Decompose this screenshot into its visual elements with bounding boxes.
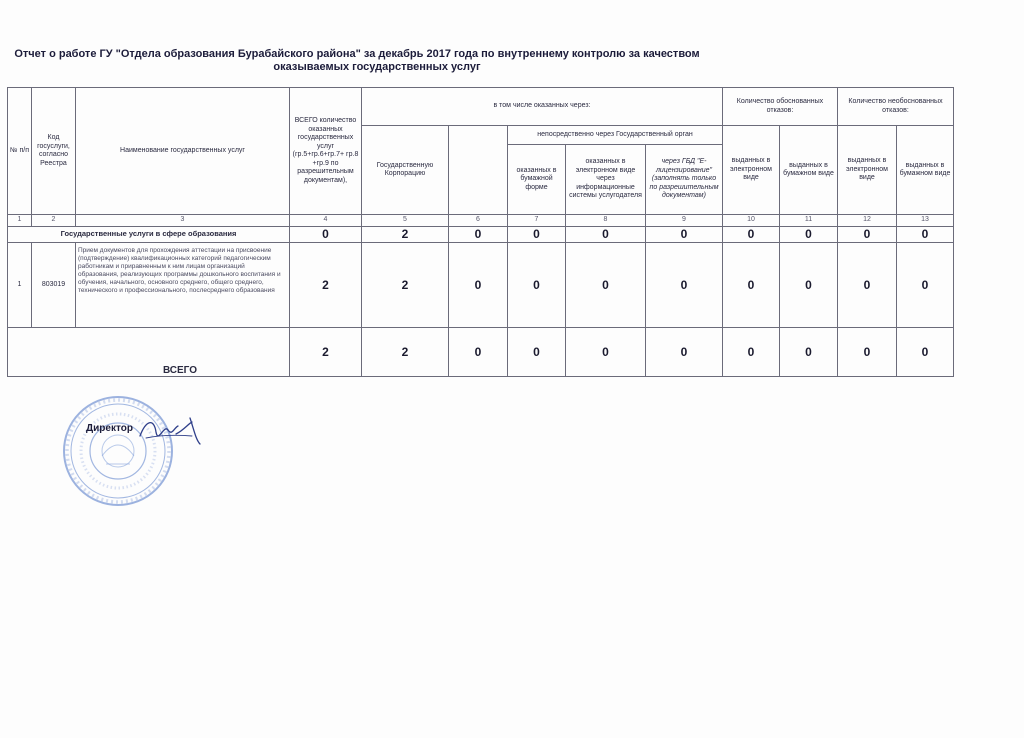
header-justified: Количество обоснованных отказов: (723, 88, 838, 126)
section-value: 0 (897, 227, 954, 243)
header-paper: оказанных в бумажной форме (508, 145, 566, 215)
header-justified-electronic: выданных в электронном виде (723, 126, 780, 215)
header-total: ВСЕГО количество оказанных государственных услуг (гр.5+гр.6+гр.7+ гр.8 +гр.9 по разрешительным документам), (290, 88, 362, 215)
section-value: 0 (838, 227, 897, 243)
total-label: ВСЕГО (8, 328, 290, 377)
total-value: 0 (566, 328, 646, 377)
director-label: Директор (86, 423, 133, 434)
header-corp: Государственную Корпорацию (362, 126, 449, 215)
section-value: 0 (290, 227, 362, 243)
header-code: Код госуслуги, согласно Реестра (32, 88, 76, 215)
section-value: 0 (723, 227, 780, 243)
header-direct: непосредственно через Государственный орган (508, 126, 723, 145)
row-value: 2 (362, 243, 449, 328)
total-value: 2 (362, 328, 449, 377)
column-number: 8 (566, 215, 646, 227)
total-value: 0 (508, 328, 566, 377)
title-line-2: оказываемых государственных услуг (273, 61, 481, 73)
column-number: 10 (723, 215, 780, 227)
row-value: 0 (449, 243, 508, 328)
report-title (0, 48, 1024, 74)
header-name: Наименование государственных услуг (76, 88, 290, 215)
column-number: 11 (780, 215, 838, 227)
column-number: 3 (76, 215, 290, 227)
row-value: 0 (646, 243, 723, 328)
header-unjustified: Количество необоснованных отказов: (838, 88, 954, 126)
column-number: 5 (362, 215, 449, 227)
report-table (7, 87, 954, 377)
column-number: 9 (646, 215, 723, 227)
column-number: 12 (838, 215, 897, 227)
total-value: 0 (646, 328, 723, 377)
row-value: 0 (566, 243, 646, 328)
header-blank (449, 126, 508, 215)
total-value: 0 (723, 328, 780, 377)
column-number: 1 (8, 215, 32, 227)
section-value: 0 (449, 227, 508, 243)
column-number: 7 (508, 215, 566, 227)
row-service-name: Прием документов для прохождения аттестации на присвоение (подтверждение) квалификационных категорий педагогическим работникам и приравненным к ним лицам организаций образования, реализующих программы дошкольного воспитания и обучения, начального, основного среднего, общего среднего, технического и профессионального, послесреднего образования (76, 243, 290, 328)
header-gbd: через ГБД "Е-лицензирование" (заполнять только по разрешительным документам) (646, 145, 723, 215)
header-num: № п/п (8, 88, 32, 215)
column-number: 13 (897, 215, 954, 227)
row-num: 1 (8, 243, 32, 328)
handwritten-signature-icon (136, 410, 206, 450)
header-electronic: оказанных в электронном виде через информационные системы услугодателя (566, 145, 646, 215)
row-value: 0 (508, 243, 566, 328)
column-number: 4 (290, 215, 362, 227)
section-value: 0 (508, 227, 566, 243)
total-row (8, 328, 954, 377)
row-value: 0 (723, 243, 780, 328)
total-value: 0 (780, 328, 838, 377)
total-value: 0 (897, 328, 954, 377)
row-code: 803019 (32, 243, 76, 328)
column-number: 6 (449, 215, 508, 227)
section-value: 2 (362, 227, 449, 243)
column-number-row (8, 215, 954, 227)
header-justified-paper: выданных в бумажном виде (780, 126, 838, 215)
row-value: 0 (780, 243, 838, 328)
section-label: Государственные услуги в сфере образования (8, 227, 290, 243)
header-unjustified-electronic: выданных в электронном виде (838, 126, 897, 215)
title-line-1: Отчет о работе ГУ "Отдела образования Бурабайского района" за декабрь 2017 года по внутреннему контролю за качеством (14, 48, 700, 60)
column-number: 2 (32, 215, 76, 227)
section-row (8, 227, 954, 243)
header-unjustified-paper: выданных в бумажном виде (897, 126, 954, 215)
total-value: 0 (449, 328, 508, 377)
section-value: 0 (646, 227, 723, 243)
row-value: 2 (290, 243, 362, 328)
header-via: в том числе оказанных через: (362, 88, 723, 126)
section-value: 0 (566, 227, 646, 243)
total-value: 2 (290, 328, 362, 377)
total-value: 0 (838, 328, 897, 377)
row-value: 0 (897, 243, 954, 328)
section-value: 0 (780, 227, 838, 243)
row-value: 0 (838, 243, 897, 328)
table-row (8, 243, 954, 328)
